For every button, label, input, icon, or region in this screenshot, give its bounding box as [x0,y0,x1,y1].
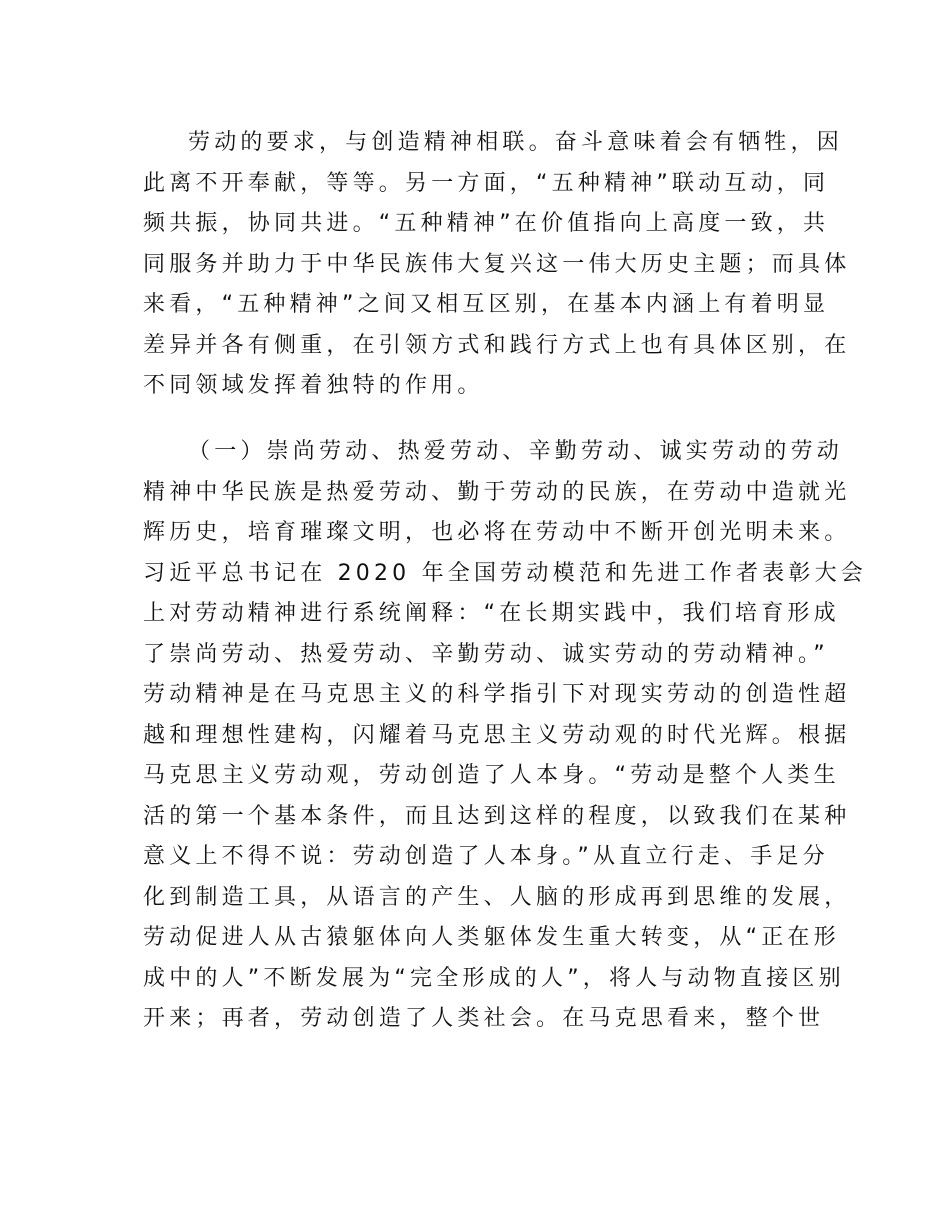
text-line: 化到制造工具，从语言的产生、人脑的形成再到思维的发展， [143,884,851,910]
text-line: 此离不开奉献，等等。另一方面，“五种精神”联动互动，同 [143,170,830,196]
text-line: 成中的人”不断发展为“完全形成的人”，将人与动物直接区别 [143,965,845,991]
text-line: 同服务并助力于中华民族伟大复兴这一伟大历史主题；而具体 [143,251,851,277]
text-line: 劳动精神是在马克思主义的科学指引下对现实劳动的创造性超 [143,682,851,707]
text-line: 差异并各有侧重，在引领方式和践行方式上也有具体区别，在 [143,332,851,358]
text-line: 上对劳动精神进行系统阐释：“在长期实践中，我们培育形成 [143,601,840,626]
text-line: 意义上不得不说：劳动创造了人本身。”从直立行走、手足分 [143,844,829,869]
text-line: 了崇尚劳动、热爱劳动、辛勤劳动、诚实劳动的劳动精神。” [143,641,829,667]
text-line: 辉历史，培育璀璨文明，也必将在劳动中不断开创光明未来。 [143,520,851,545]
text-line: 不同领域发挥着独特的作用。 [143,373,484,398]
text-line: 开来；再者，劳动创造了人类社会。在马克思看来，整个世 [143,1006,825,1031]
text-line: 精神中华民族是热爱劳动、勤于劳动的民族，在劳动中造就光 [143,479,851,505]
paragraph-labor-spirit [143,432,867,1040]
text-line: 习近平总书记在 2020 年全国劳动模范和先进工作者表彰大会 [143,560,867,586]
text-line: 劳动的要求，与创造精神相联。奋斗意味着会有牺牲，因 [188,130,844,155]
text-line: 劳动促进人从古猿躯体向人类躯体发生重大转变，从“正在形 [143,925,840,950]
text-line: 越和理想性建构，闪耀着马克思主义劳动观的时代光辉。根据 [143,722,851,748]
text-line: 来看，“五种精神”之间又相互区别，在基本内涵上有着明显 [143,292,830,317]
text-line: 马克思主义劳动观，劳动创造了人本身。“劳动是整个人类生 [143,763,840,788]
text-line: 频共振，协同共进。“五种精神”在价值指向上高度一致，共 [143,211,830,236]
text-line: 活的第一个基本条件，而且达到这样的程度，以致我们在某种 [143,803,851,829]
paragraph-five-spirits-relationship [143,123,851,407]
section-heading-line: （一）崇尚劳动、热爱劳动、辛勤劳动、诚实劳动的劳动 [188,439,844,464]
